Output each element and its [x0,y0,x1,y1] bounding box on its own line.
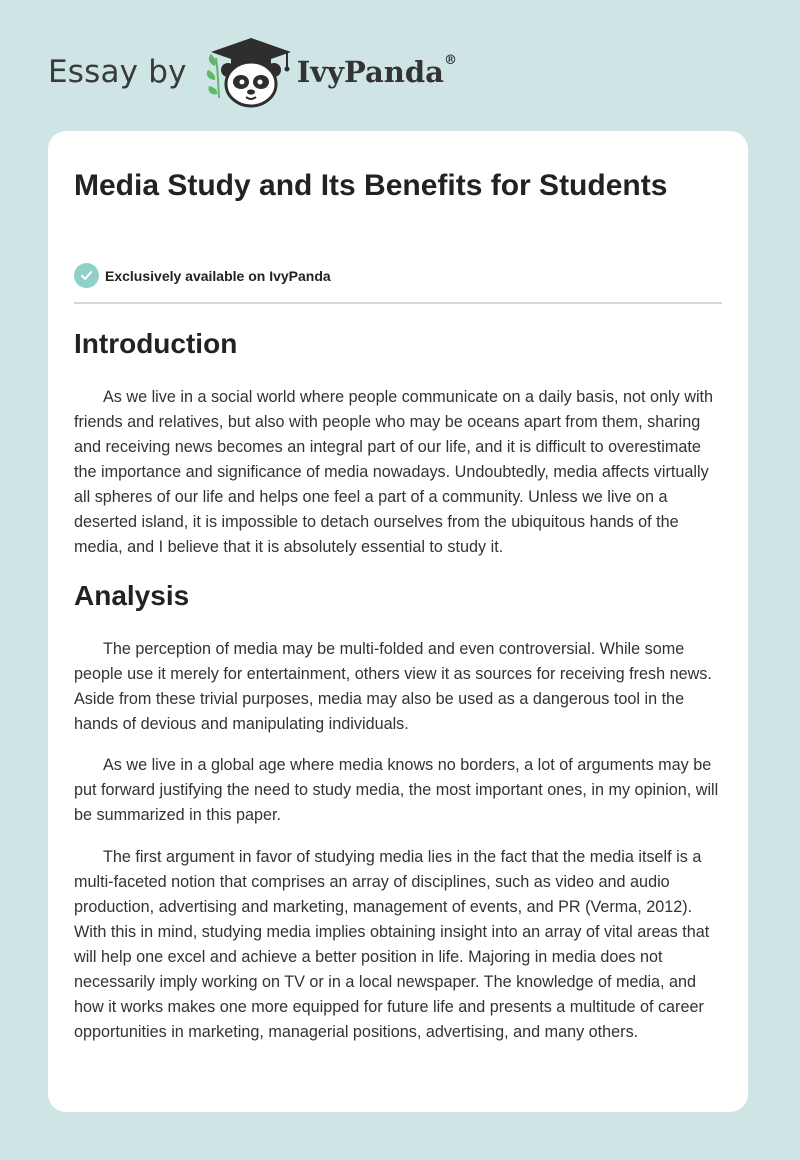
site-header [48,36,457,108]
paragraph: As we live in a social world where people communicate on a daily basis, not only with friends and relatives, but also with people who may be oceans apart from them, sharing and receiving news becomes an integral part of our life, and it is difficult to overestimate the importance and significance of media nowadays. Undoubtedly, media affects virtually all spheres of our life and helps one feel a part of a community. Unless we live on a deserted island, it is impossible to detach ourselves from the ubiquitous hands of the media, and I believe that it is absolutely essential to study it. [74,388,714,556]
essay-card [48,131,748,1112]
section-heading-introduction: Introduction [74,328,238,359]
paragraph: As we live in a global age where media knows no borders, a lot of arguments may be put forward justifying the need to study media, the most important ones, in my opinion, will be summarized in this paper. [74,756,719,824]
exclusive-badge [74,263,331,288]
section-heading-analysis: Analysis [74,580,190,611]
check-circle-icon [74,263,99,288]
checkmark-icon [80,269,93,282]
paragraph: The first argument in favor of studying media lies in the fact that the media itself is a multi-faceted notion that comprises an array of disciplines, such as video and audio production, advertising and marketing, management of events, and PR (Verma, 2012). With this in mind, studying media implies obtaining insight into an array of vital areas that will help one excel and achieve a better position in life. Majoring in media does not necessarily imply working on TV or in a local newspaper. The knowledge of media, and how it works makes one more equipped for future life and presents a multitude of career opportunities in marketing, managerial positions, advertising, and many others. [74,848,710,1041]
exclusive-badge-label: Exclusively available on IvyPanda [105,267,331,284]
paragraph: The perception of media may be multi-folded and even controversial. While some people use it merely for entertainment, others view it as sources for receiving fresh news. Aside from these trivial purposes, media may also be used as a dangerous tool in the hands of devious and manipulating individuals. [74,640,712,733]
essay-by-label: Essay by [48,53,187,90]
registered-mark: ® [443,52,457,68]
ivypanda-logo-icon[interactable] [201,36,293,108]
title-divider [74,302,722,304]
brand-name-text: IvyPanda [296,54,444,89]
essay-title: Media Study and Its Benefits for Students [74,169,668,202]
brand-name[interactable] [296,52,457,89]
